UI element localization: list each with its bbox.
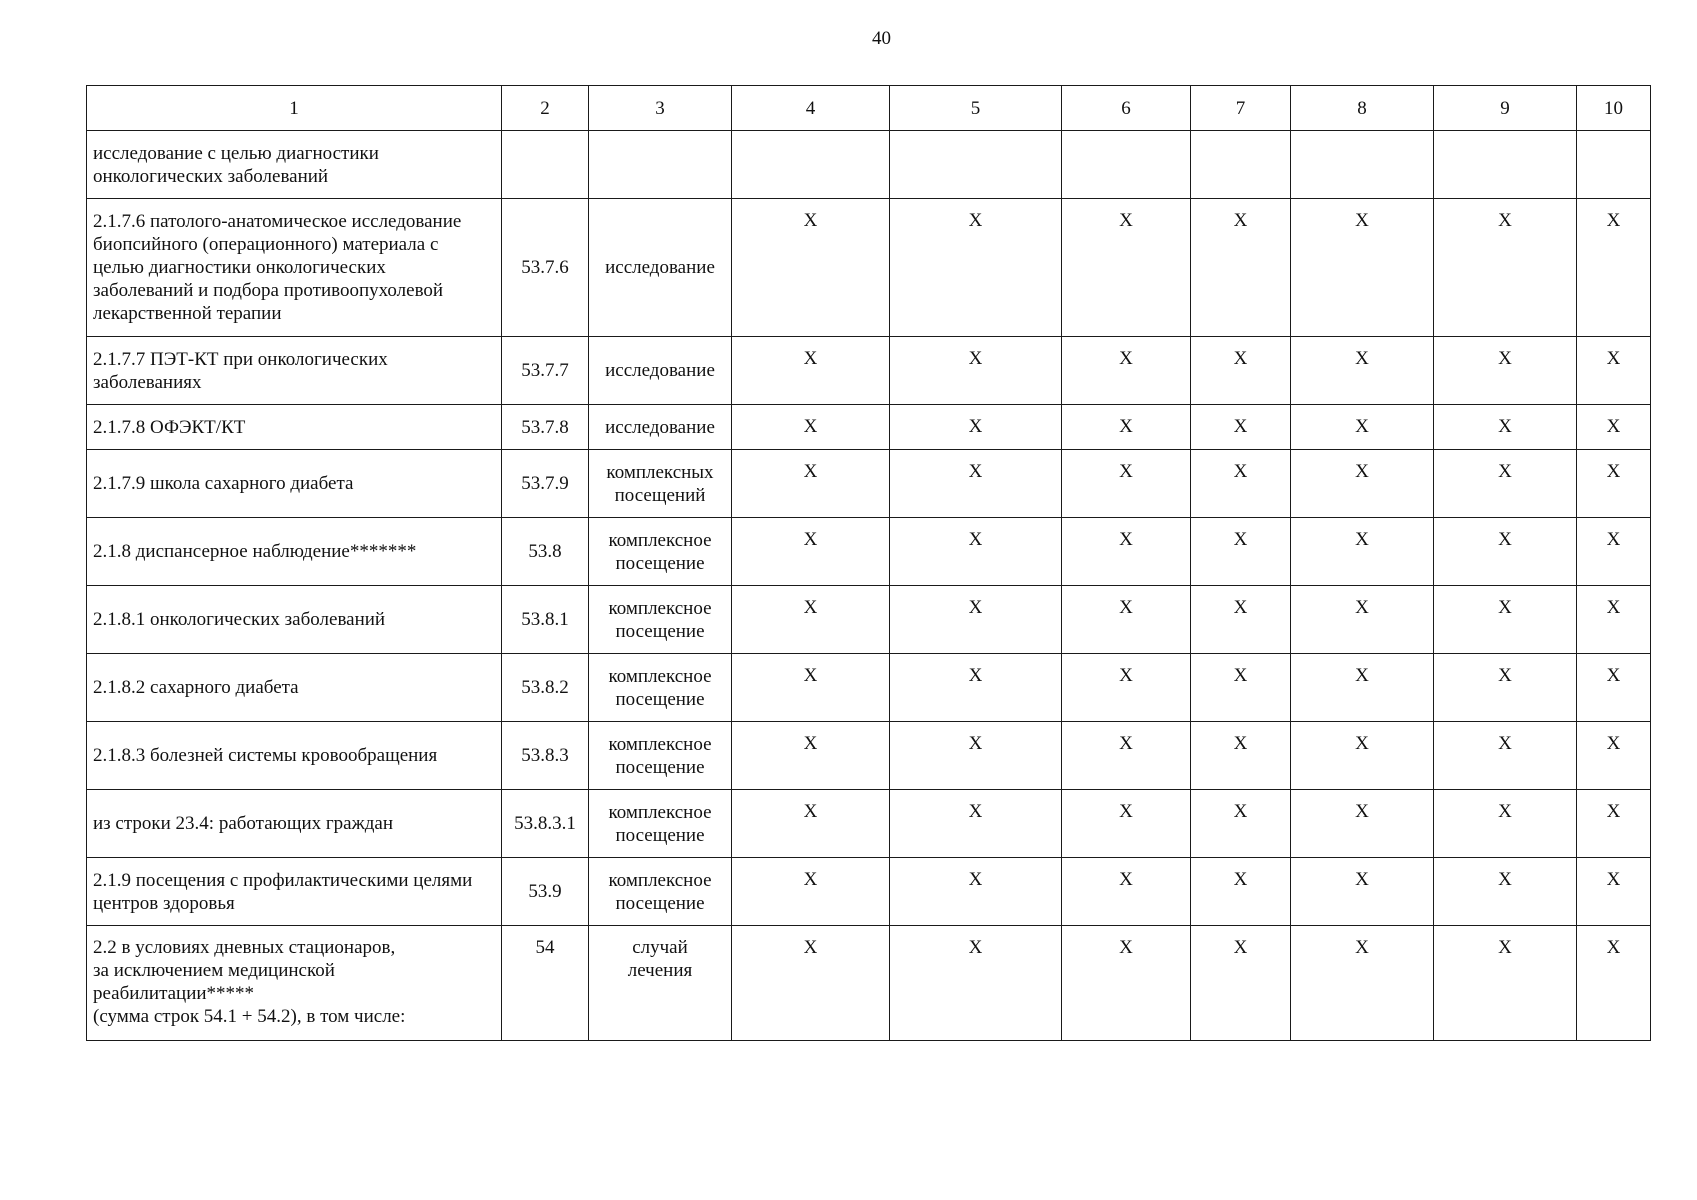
row-mark: X [1291,586,1434,654]
row-code: 53.7.9 [502,450,589,518]
row-mark: X [1291,405,1434,450]
row-mark [1062,131,1191,199]
row-mark: X [1291,722,1434,790]
page-number: 40 [872,28,891,49]
row-mark: X [1291,518,1434,586]
row-unit: комплексное посещение [589,722,732,790]
table-row [87,131,1651,199]
row-mark: X [1191,518,1291,586]
row-mark: X [732,858,890,926]
row-mark: X [1291,450,1434,518]
row-code: 53.8.3.1 [502,790,589,858]
row-mark: X [1577,337,1651,405]
table-row [87,722,1651,790]
row-mark: X [890,790,1062,858]
row-mark: X [1062,518,1191,586]
row-mark: X [1434,586,1577,654]
row-mark [1434,131,1577,199]
row-code: 53.7.7 [502,337,589,405]
row-mark: X [1434,405,1577,450]
table-row [87,790,1651,858]
row-mark: X [890,722,1062,790]
row-mark: X [890,926,1062,1041]
row-mark: X [732,405,890,450]
row-mark: X [1434,518,1577,586]
table-row [87,518,1651,586]
column-header: 10 [1577,86,1651,131]
row-mark: X [732,722,890,790]
row-mark: X [1434,450,1577,518]
row-mark: X [890,337,1062,405]
row-mark: X [1434,858,1577,926]
row-code: 53.7.8 [502,405,589,450]
row-name: 2.1.8 диспансерное наблюдение******* [87,518,502,586]
row-mark: X [890,450,1062,518]
row-mark: X [890,405,1062,450]
column-header: 3 [589,86,732,131]
row-unit: исследование [589,337,732,405]
table-row [87,199,1651,337]
row-mark: X [1062,654,1191,722]
row-mark: X [1062,337,1191,405]
row-mark: X [1577,858,1651,926]
row-code: 53.9 [502,858,589,926]
row-mark: X [1191,337,1291,405]
row-mark: X [1577,586,1651,654]
row-mark: X [732,586,890,654]
row-name: из строки 23.4: работающих граждан [87,790,502,858]
table-header-row [87,86,1651,131]
row-code: 53.7.6 [502,199,589,337]
row-unit: комплексное посещение [589,518,732,586]
row-mark: X [732,450,890,518]
row-mark: X [732,654,890,722]
row-mark: X [732,518,890,586]
row-mark: X [1062,926,1191,1041]
row-mark: X [1191,722,1291,790]
row-mark: X [1577,722,1651,790]
row-name: 2.1.7.7 ПЭТ-КТ при онкологических заболеваниях [87,337,502,405]
row-mark: X [1191,790,1291,858]
row-mark: X [1577,926,1651,1041]
row-mark [1291,131,1434,199]
row-mark: X [1434,926,1577,1041]
row-code: 54 [502,926,589,1041]
row-name: 2.1.9 посещения с профилактическими целями центров здоровья [87,858,502,926]
row-mark: X [1191,199,1291,337]
row-mark: X [732,926,890,1041]
row-mark: X [890,518,1062,586]
row-mark: X [1577,199,1651,337]
row-mark: X [1291,654,1434,722]
row-mark: X [1062,450,1191,518]
row-unit: исследование [589,199,732,337]
row-mark: X [1191,654,1291,722]
row-name: исследование с целью диагностики онкологических заболеваний [87,131,502,199]
row-mark: X [1434,337,1577,405]
row-mark: X [1291,926,1434,1041]
row-mark: X [1291,337,1434,405]
row-mark: X [890,654,1062,722]
row-mark: X [890,199,1062,337]
data-table [86,85,1651,1041]
row-unit [589,131,732,199]
row-mark: X [1191,450,1291,518]
row-code: 53.8.2 [502,654,589,722]
row-unit: комплексное посещение [589,790,732,858]
row-mark: X [1191,586,1291,654]
column-header: 7 [1191,86,1291,131]
row-name: 2.1.8.1 онкологических заболеваний [87,586,502,654]
row-mark: X [732,790,890,858]
row-mark: X [1577,450,1651,518]
column-header: 8 [1291,86,1434,131]
row-unit: комплексных посещений [589,450,732,518]
table-row [87,858,1651,926]
row-unit: комплексное посещение [589,586,732,654]
row-code: 53.8 [502,518,589,586]
row-name: 2.1.8.2 сахарного диабета [87,654,502,722]
table-row [87,337,1651,405]
column-header: 2 [502,86,589,131]
row-mark: X [732,199,890,337]
row-name: 2.1.8.3 болезней системы кровообращения [87,722,502,790]
row-mark: X [1577,654,1651,722]
row-mark: X [1191,858,1291,926]
row-mark: X [1434,654,1577,722]
row-mark: X [1062,405,1191,450]
column-header: 1 [87,86,502,131]
row-mark: X [1191,926,1291,1041]
table-row [87,926,1651,1041]
row-mark [1191,131,1291,199]
table-row [87,586,1651,654]
row-mark: X [1062,199,1191,337]
row-code: 53.8.1 [502,586,589,654]
row-code: 53.8.3 [502,722,589,790]
column-header: 6 [1062,86,1191,131]
row-mark: X [1062,586,1191,654]
row-name: 2.1.7.8 ОФЭКТ/КТ [87,405,502,450]
row-mark: X [1434,722,1577,790]
row-mark: X [1191,405,1291,450]
row-unit: исследование [589,405,732,450]
row-mark [732,131,890,199]
row-mark: X [1291,790,1434,858]
row-name: 2.1.7.9 школа сахарного диабета [87,450,502,518]
column-header: 9 [1434,86,1577,131]
table-row [87,654,1651,722]
row-mark: X [1434,790,1577,858]
row-name: 2.2 в условиях дневных стационаров, за исключением медицинской реабилитации***** (сумма строк 54.1 + 54.2), в том числе: [87,926,502,1041]
table-row [87,450,1651,518]
row-mark: X [1062,790,1191,858]
row-unit: случай лечения [589,926,732,1041]
table-row [87,405,1651,450]
row-mark [890,131,1062,199]
row-unit: комплексное посещение [589,858,732,926]
row-name: 2.1.7.6 патолого-анатомическое исследование биопсийного (операционного) материала с целью диагностики онкологических заболеваний и подбора противоопухолевой лекарственной терапии [87,199,502,337]
row-mark: X [1291,199,1434,337]
column-header: 5 [890,86,1062,131]
row-mark: X [1291,858,1434,926]
row-mark: X [1577,405,1651,450]
column-header: 4 [732,86,890,131]
row-mark: X [890,586,1062,654]
row-mark: X [1062,722,1191,790]
row-mark: X [890,858,1062,926]
row-mark: X [1434,199,1577,337]
row-mark: X [1062,858,1191,926]
row-unit: комплексное посещение [589,654,732,722]
row-mark [1577,131,1651,199]
row-mark: X [732,337,890,405]
row-code [502,131,589,199]
row-mark: X [1577,790,1651,858]
row-mark: X [1577,518,1651,586]
